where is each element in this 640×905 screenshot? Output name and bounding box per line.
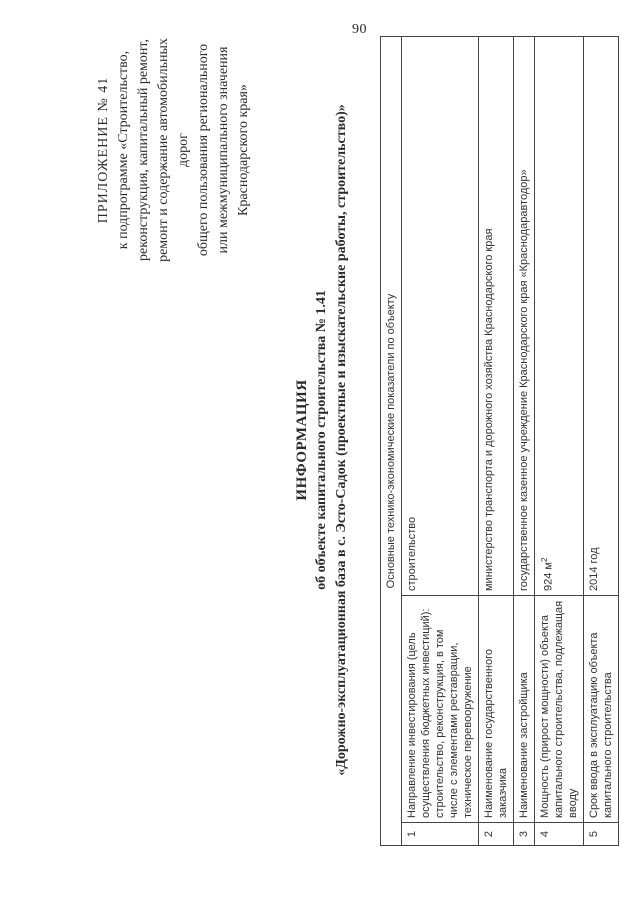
appendix-line: к подпрограмме «Строительство, [116, 50, 131, 250]
row-value-text: 924 м [542, 562, 555, 591]
row-label: Наименование застройщика [514, 596, 535, 823]
row-label: Наименование государственного заказчика [479, 596, 514, 823]
row-label: Срок ввода в эксплуатацию объекта капитального строительства [584, 596, 619, 823]
row-value: министерство транспорта и дорожного хозяйства Краснодарского края [479, 37, 514, 596]
appendix-line: Краснодарского края» [236, 84, 251, 216]
page-number: 90 [352, 22, 367, 37]
appendix-title: ПРИЛОЖЕНИЕ № 41 [96, 76, 111, 224]
heading-title: ИНФОРМАЦИЯ [294, 379, 310, 501]
table-row [402, 37, 479, 846]
row-value [535, 37, 584, 596]
appendix-block [94, 20, 254, 280]
table-row [479, 37, 514, 846]
appendix-line: ремонт и содержание автомобильных дорог [156, 38, 191, 262]
row-label: Мощность (прирост мощности) объекта капитального строительства, подлежащая вводу [535, 596, 584, 823]
appendix-line: общего пользования регионального [196, 43, 211, 257]
row-value: государственное казенное учреждение Краснодарского края «Краснодаравтодор» [514, 37, 535, 596]
row-label: Направление инвестирования (цель осуществления бюджетных инвестиций): строительство, реконструкция, в том числе с элементами реставрации, техническое перевооружение [402, 596, 479, 823]
table-row [535, 37, 584, 846]
appendix-line: или межмуниципального значения [216, 46, 231, 254]
row-number: 3 [514, 823, 535, 846]
row-value-superscript: 2 [540, 557, 549, 563]
document-heading [292, 0, 352, 880]
row-number: 5 [584, 823, 619, 846]
rotated-page-content [80, 0, 614, 880]
appendix-line: реконструкция, капитальный ремонт, [136, 39, 151, 261]
row-number: 4 [535, 823, 584, 846]
indicators-table [380, 36, 619, 846]
table-header-row [381, 37, 402, 846]
heading-subtitle: об объекте капитального строительства № 1.41 [314, 290, 329, 590]
row-number: 1 [402, 823, 479, 846]
table-row [584, 37, 619, 846]
row-number: 2 [479, 823, 514, 846]
row-value: 2014 год [584, 37, 619, 596]
table-header: Основные технико-экономические показатели по объекту [381, 37, 402, 846]
row-value: строительство [402, 37, 479, 596]
table-row [514, 37, 535, 846]
heading-object-name: «Дорожно-эксплуатационная база в с. Эсто-Садок (проектные и изыскательские работы, строительство)» [334, 104, 349, 776]
